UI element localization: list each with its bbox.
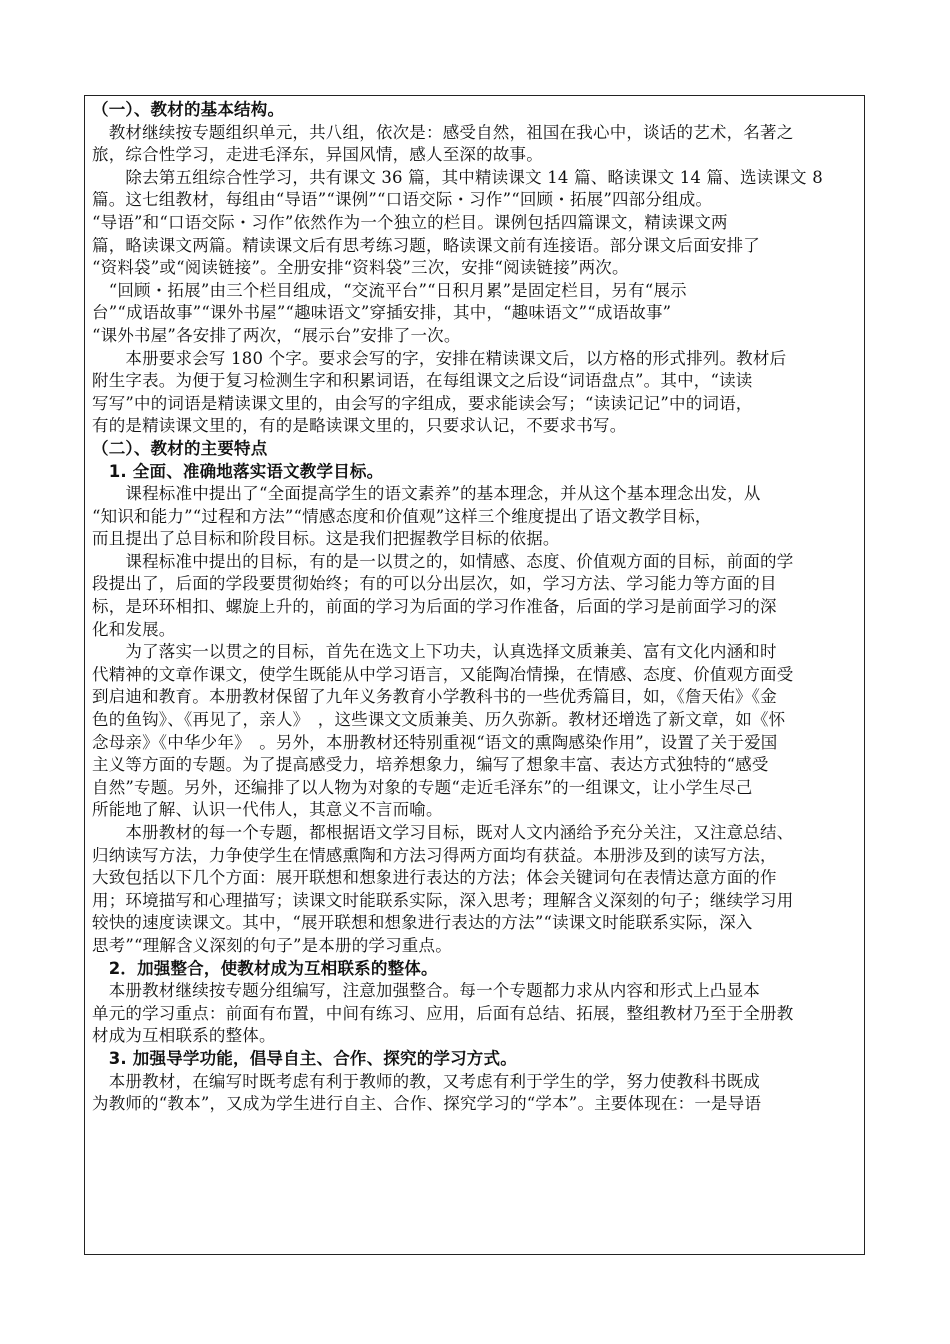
text-line: 单元的学习重点：前面有布置，中间有练习、应用，后面有总结、拓展，整组教材乃至于全册教 [92,1003,794,1023]
text-line: 本册教材的每一个专题，都根据语文学习目标，既对人文内涵给予充分关注，又注意总结、 [92,823,794,842]
text-line: 主义等方面的专题。为了提高感受力，培养想象力，编写了想象丰富、表达方式独特的“感受 [92,755,769,775]
text-line: 代精神的文章作课文，使学生既能从中学习语言，又能陶冶情操，在情感、态度、价值观方面受 [92,664,794,684]
text-line: 所能地了解、认识一代伟人，其意义不言而喻。 [92,800,443,820]
text-line: 课程标准中提出了“全面提高学生的语文素养”的基本理念，并从这个基本理念出发，从 [92,484,761,504]
text-line: “资料袋”或“阅读链接”。全册安排“资料袋”三次，安排“阅读链接”两次。 [92,258,629,278]
text-line: 本册教材，在编写时既考虑有利于教师的教，又考虑有利于学生的学，努力使教科书既成 [92,1071,760,1091]
text-line: 为了落实一以贯之的目标，首先在选文上下功夫，认真选择文质兼美、富有文化内涵和时 [92,642,777,662]
text-line: 本册要求会写 180 个字。要求会写的字，安排在精读课文后，以方格的形式排列。教材后 [92,348,787,368]
section-heading: 2．加强整合，使教材成为互相联系的整体。 [92,958,438,978]
text-line: 篇，略读课文两篇。精读课文后有思考练习题，略读课文前有连接语。部分课文后面安排了 [92,235,760,255]
text-line: 用；环境描写和心理描写；读课文时能联系实际，深入思考；理解含义深刻的句子；继续学习用 [92,890,794,910]
text-line: 而且提出了总目标和阶段目标。这是我们把握教学目标的依据。 [92,529,560,549]
document-body [92,99,864,1116]
text-line: 标，是环环相扣、螺旋上升的，前面的学习为后面的学习作准备，后面的学习是前面学习的深 [92,597,777,617]
text-line: 材成为互相联系的整体。 [92,1026,276,1046]
text-line: 思考”“理解含义深刻的句子”是本册的学习重点。 [92,935,452,955]
text-line: 较快的速度读课文。其中，“展开联想和想象进行表达的方法”“读课文时能联系实际，深入 [92,913,753,933]
text-line: 本册教材继续按专题分组编写，注意加强整合。每一个专题都力求从内容和形式上凸显本 [92,981,760,1001]
text-line: 篇。这七组教材，每组由“导语”“课例”“口语交际・习作”“回顾・拓展”四部分组成。 [92,190,713,210]
text-line: 到启迪和教育。本册教材保留了九年义务教育小学教科书的一些优秀篇目，如，《詹天佑》《金 [92,687,777,707]
text-line: 除去第五组综合性学习，共有课文 36 篇，其中精读课文 14 篇、略读课文 14 篇、选读课文 8 [92,167,823,187]
section-heading: 1. 全面、准确地落实语文教学目标。 [92,461,384,481]
text-line: “导语”和“口语交际・习作”依然作为一个独立的栏目。课例包括四篇课文，精读课文两 [92,212,728,232]
text-line: 课程标准中提出的目标，有的是一以贯之的，如情感、态度、价值观方面的目标，前面的学 [92,551,794,571]
text-line: 台”“成语故事”“课外书屋”“趣味语文”穿插安排，其中，“趣味语文”“成语故事” [92,303,672,323]
text-line: “课外书屋”各安排了两次，“展示台”安排了一次。 [92,325,461,345]
text-line: 自然”专题。另外，还编排了以人物为对象的专题“走近毛泽东”的一组课文，让小学生尽己 [92,777,753,797]
text-line: “知识和能力”“过程和方法”“情感态度和价值观”这样三个维度提出了语文教学目标， [92,506,712,526]
text-line: “回顾・拓展”由三个栏目组成，“交流平台”“日积月累”是固定栏目，另有“展示 [92,280,687,300]
text-line: 教材继续按专题组织单元，共八组，依次是：感受自然，祖国在我心中，谈话的艺术，名著之 [92,122,794,142]
section-heading: （二）、教材的主要特点 [92,438,268,458]
text-line: 归纳读写方法，力争使学生在情感熏陶和方法习得两方面均有获益。本册涉及到的读写方法， [92,845,777,865]
text-line: 有的是精读课文里的，有的是略读课文里的，只要求认记，不要求书写。 [92,416,627,436]
section-heading: （一）、教材的基本结构。 [92,100,285,119]
text-line: 段提出了，后面的学段要贯彻始终；有的可以分出层次，如，学习方法、学习能力等方面的目 [92,574,777,594]
text-line: 大致包括以下几个方面：展开联想和想象进行表达的方法；体会关键词句在表情达意方面的作 [92,868,777,888]
text-line: 为教师的“教本”，又成为学生进行自主、合作、探究学习的“学本”。主要体现在：一是导语 [92,1094,762,1114]
text-line: 写写”中的词语是精读课文里的，由会写的字组成，要求能读会写；“读读记记”中的词语， [92,393,753,413]
text-line: 念母亲》《中华少年》 。另外，本册教材还特别重视“语文的熏陶感染作用”，设置了关于爱国 [92,732,778,752]
text-line: 色的鱼钩》、《再见了，亲人》 ，这些课文文质兼美、历久弥新。教材还增选了新文章，如《怀 [92,710,786,730]
text-line: 附生字表。为便于复习检测生字和积累词语，在每组课文之后设“词语盘点”。其中，“读读 [92,371,753,391]
section-heading: 3. 加强导学功能，倡导自主、合作、探究的学习方式。 [92,1048,517,1068]
text-line: 旅，综合性学习，走进毛泽东，异国风情，感人至深的故事。 [92,145,543,165]
text-line: 化和发展。 [92,619,176,639]
